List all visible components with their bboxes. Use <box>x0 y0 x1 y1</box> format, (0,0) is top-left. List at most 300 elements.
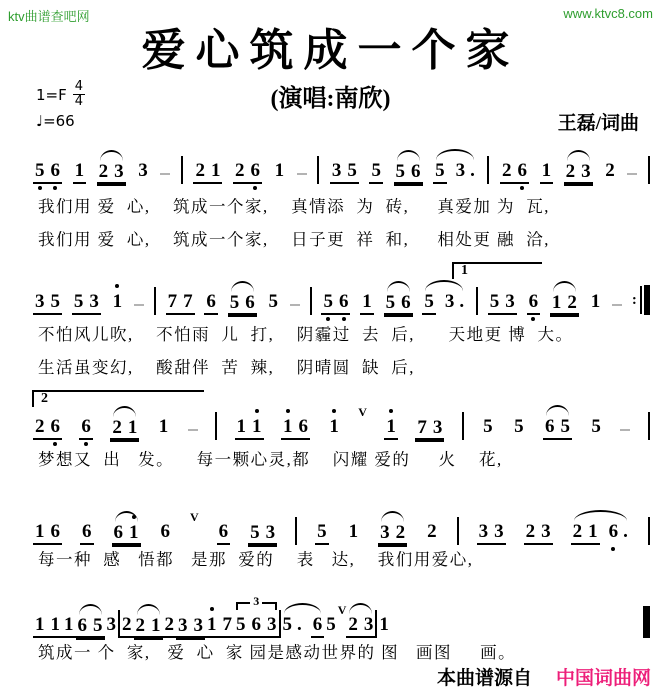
note-group <box>62 615 76 638</box>
note-digit: 6 <box>401 292 411 313</box>
note <box>51 615 61 634</box>
duration-dash <box>612 304 622 306</box>
beam-unit <box>360 292 374 315</box>
note-group <box>105 615 119 638</box>
note <box>505 292 515 311</box>
beam-unit <box>33 161 62 184</box>
duration-dash <box>188 429 198 431</box>
beam-unit <box>589 417 603 440</box>
slur-group <box>550 293 579 315</box>
time-signature-top: 4 <box>74 79 84 94</box>
note <box>349 522 359 541</box>
note <box>371 161 381 180</box>
note-digit: 3 <box>138 160 148 181</box>
note <box>326 615 336 634</box>
note-digit: 1 <box>282 416 293 437</box>
note <box>396 162 406 181</box>
note-group <box>136 161 150 184</box>
note-digit: 1 <box>329 416 339 437</box>
note-digit: 6 <box>50 416 60 437</box>
beam-unit <box>159 522 173 545</box>
note-digit: 2 <box>235 160 245 181</box>
note <box>82 522 92 541</box>
beam-unit <box>193 161 222 184</box>
beam-unit <box>233 161 262 184</box>
repeat-thin-bar <box>640 286 642 314</box>
slur-group <box>228 293 257 315</box>
note-digit: 1 <box>252 416 262 437</box>
note-group <box>330 161 359 184</box>
note <box>207 615 217 634</box>
beam-unit <box>607 522 630 545</box>
note-digit: 5 <box>282 614 292 635</box>
note <box>51 161 61 180</box>
note-digit: 5 <box>385 292 396 313</box>
note <box>313 615 323 634</box>
beam-unit <box>163 615 177 638</box>
slur-group <box>378 523 407 545</box>
note-group <box>157 417 171 440</box>
note-row <box>33 150 650 184</box>
beam-unit <box>235 417 264 440</box>
note-digit: 1 <box>236 416 247 437</box>
lyric-line: 筑成一 个 家, 爱 心 家 园是感动世界的 图 画图 画。 <box>38 643 517 662</box>
note-group <box>204 292 218 315</box>
note-group <box>193 161 222 184</box>
note <box>401 293 411 312</box>
note-digit: 3 <box>178 615 188 636</box>
beam-unit <box>157 417 171 440</box>
note <box>494 522 504 541</box>
note <box>51 292 61 311</box>
note-digit: 5 <box>347 160 357 181</box>
note-group <box>273 161 287 184</box>
octave-dot-above <box>389 409 393 413</box>
note <box>194 616 204 635</box>
note-digit: 2 <box>395 522 406 543</box>
note-digit: 6 <box>298 416 308 437</box>
note-digit: 2 <box>164 614 174 635</box>
note <box>129 523 139 542</box>
note-group <box>281 417 310 440</box>
note <box>93 616 103 635</box>
note-digit: 2 <box>112 417 122 438</box>
octave-dot-above <box>132 515 136 519</box>
beam-unit <box>347 522 361 545</box>
note-group <box>415 418 444 440</box>
note-group <box>327 417 341 440</box>
note-digit: 5 <box>326 614 336 635</box>
note <box>168 292 178 311</box>
beam-unit <box>500 161 529 184</box>
note-group <box>159 522 173 545</box>
note-group <box>176 616 205 638</box>
note <box>178 616 188 635</box>
note <box>107 615 117 634</box>
slur-group <box>422 292 466 315</box>
note-group <box>524 522 553 545</box>
beam-unit <box>33 615 62 638</box>
note-digit: 6 <box>206 291 216 312</box>
note-digit: 3 <box>541 521 551 542</box>
note <box>78 616 88 635</box>
note-digit: 5 <box>435 160 445 181</box>
note <box>323 292 333 311</box>
footer <box>437 663 651 690</box>
note-digit: 2 <box>502 160 512 181</box>
note <box>567 293 577 312</box>
note-digit: 1 <box>151 615 161 636</box>
note-group <box>233 161 262 184</box>
slur-group <box>112 523 141 545</box>
note <box>114 162 124 181</box>
note-digit: 1 <box>210 160 221 181</box>
note <box>339 292 349 311</box>
note-group <box>488 292 517 315</box>
beam-unit <box>512 417 526 440</box>
note-group <box>324 615 338 638</box>
beam-unit <box>327 417 341 440</box>
slur-group <box>543 417 572 440</box>
note <box>35 161 45 180</box>
beam-unit <box>524 522 553 545</box>
note-group <box>205 615 234 638</box>
tempo-marking: ♩=66 <box>36 112 75 130</box>
note-digit: 1 <box>129 522 139 543</box>
note-group <box>163 615 177 638</box>
beam-unit <box>324 615 338 638</box>
note-digit: 6 <box>50 521 60 542</box>
note-digit: 6 <box>411 161 421 182</box>
repeat-end-barline <box>632 285 650 315</box>
slur-group <box>564 162 593 184</box>
note-group <box>248 523 277 545</box>
note-digit: 3 <box>363 614 374 635</box>
note-digit: 1 <box>588 521 598 542</box>
note-digit: 5 <box>371 160 381 181</box>
slur-group <box>281 615 325 638</box>
note <box>138 161 148 180</box>
note-digit: 5 <box>229 292 240 313</box>
note <box>35 522 45 541</box>
beam-unit <box>540 161 554 184</box>
note-group <box>527 292 541 315</box>
note-group <box>481 417 495 440</box>
note-digit: 1 <box>158 416 169 437</box>
beam-unit <box>415 418 444 440</box>
note-digit: 7 <box>417 417 427 438</box>
note <box>236 615 246 634</box>
beam-unit <box>315 522 329 545</box>
note <box>581 162 591 181</box>
note <box>591 417 601 436</box>
note-digit: 5 <box>317 521 327 542</box>
volta-number: 1 <box>461 263 468 278</box>
slur-group <box>571 522 630 545</box>
note <box>542 161 552 180</box>
barline <box>154 287 156 315</box>
beam-unit <box>228 293 257 315</box>
note-digit: 6 <box>250 160 261 181</box>
beam-unit <box>346 615 375 638</box>
note-digit: 3 <box>106 614 116 635</box>
beam-unit <box>33 522 62 545</box>
octave-dot-above <box>210 607 214 611</box>
note-digit: 7 <box>222 614 232 635</box>
augmentation-dot: . <box>623 521 628 542</box>
note-digit: 6 <box>50 160 60 181</box>
note-digit: 5 <box>424 291 434 312</box>
note <box>275 161 285 180</box>
duration-dash <box>627 173 637 175</box>
beam-unit <box>369 161 383 184</box>
beam-unit <box>217 522 231 545</box>
barline <box>295 517 297 545</box>
note-group <box>369 161 383 184</box>
beam-unit <box>76 616 105 638</box>
site-watermark-left: ktv曲谱查吧网 <box>8 9 90 24</box>
note-digit: 2 <box>525 521 536 542</box>
note-digit: 7 <box>167 291 178 312</box>
breath-mark: V <box>358 405 367 419</box>
beam-unit <box>603 161 617 184</box>
lyric-line: 生活虽变幻, 酸甜伴 苦 辣, 阴晴圆 缺 后, <box>38 358 415 377</box>
note <box>211 161 221 180</box>
note-digit: 5 <box>395 161 406 182</box>
note-group <box>321 292 350 315</box>
note-group <box>79 417 93 440</box>
note <box>195 161 205 180</box>
note <box>541 522 551 541</box>
slur-group <box>346 615 375 638</box>
note <box>112 418 122 437</box>
note <box>245 293 255 312</box>
barline <box>462 412 464 440</box>
note <box>317 522 327 541</box>
note-digit: 2 <box>122 614 132 635</box>
note <box>223 615 233 634</box>
beam-unit <box>205 615 234 638</box>
note-digit: 6 <box>545 416 555 437</box>
barline <box>181 156 183 184</box>
note-digit: 2 <box>605 160 615 181</box>
volta-number: 2 <box>41 391 48 406</box>
note-digit: 5 <box>323 291 333 312</box>
repeat-dots: : <box>631 291 637 308</box>
note <box>75 161 85 180</box>
note <box>35 615 45 634</box>
note-digit: 1 <box>379 614 389 635</box>
note-digit: 3 <box>581 161 591 182</box>
volta-bracket <box>32 390 204 407</box>
note <box>250 523 260 542</box>
barline <box>648 412 650 440</box>
note-group <box>217 522 231 545</box>
note <box>417 418 427 437</box>
octave-dot-above <box>115 284 119 288</box>
note-digit: 6 <box>608 521 619 542</box>
beam-unit <box>477 522 506 545</box>
note-digit: 2 <box>565 161 576 182</box>
note-digit: 1 <box>362 291 372 312</box>
note <box>573 522 583 541</box>
note <box>348 615 358 634</box>
barline <box>487 156 489 184</box>
volta-bracket <box>452 262 542 279</box>
note-digit: 2 <box>572 521 583 542</box>
note-digit: 5 <box>35 160 45 181</box>
beam-unit <box>267 292 281 315</box>
note <box>283 615 293 634</box>
beam-unit <box>72 292 101 315</box>
note <box>591 292 601 311</box>
beam-unit <box>543 417 572 440</box>
beam-unit <box>120 615 134 638</box>
note-digit: 2 <box>135 615 145 636</box>
note-group <box>360 292 374 315</box>
composer-credit: 王磊/词曲 <box>557 113 639 134</box>
note <box>386 293 396 312</box>
note <box>252 615 262 634</box>
beam-unit <box>281 417 310 440</box>
note <box>529 292 539 311</box>
duration-dash <box>160 173 170 175</box>
note <box>483 417 493 436</box>
octave-dot-below <box>38 186 42 190</box>
lyric-line: 每一种 感 悟都 是那 爱的 表 达, 我们用爱心, <box>38 550 474 569</box>
note-digit: 6 <box>113 522 123 543</box>
barline <box>476 287 478 315</box>
note-group <box>33 292 62 315</box>
note-group <box>384 417 398 440</box>
note <box>427 522 437 541</box>
beam-unit <box>443 292 466 315</box>
beam-unit <box>433 161 447 184</box>
beam-unit <box>112 523 141 545</box>
note-digit: 3 <box>267 614 277 635</box>
beam-unit <box>234 615 279 638</box>
beam-unit <box>454 161 477 184</box>
beam-unit <box>110 418 139 440</box>
note <box>51 417 61 436</box>
note <box>379 615 389 634</box>
note <box>159 417 169 436</box>
note-digit: 1 <box>541 160 552 181</box>
note-digit: 1 <box>50 614 60 635</box>
beam-unit <box>273 161 287 184</box>
beam-unit <box>79 417 93 440</box>
note-digit: 1 <box>35 521 45 542</box>
note-digit: 3 <box>494 521 504 542</box>
beam-unit <box>377 615 391 638</box>
note-row <box>33 511 650 545</box>
note-digit: 3 <box>89 291 99 312</box>
note <box>588 522 598 541</box>
note <box>283 417 293 436</box>
note-digit: 5 <box>591 416 601 437</box>
note-digit: 5 <box>268 291 278 312</box>
beam-unit <box>394 162 423 184</box>
note-group <box>73 161 87 184</box>
note-digit: 1 <box>74 160 85 181</box>
note-digit: 6 <box>338 291 349 312</box>
note <box>298 417 308 436</box>
beam-unit <box>378 523 407 545</box>
note-group <box>166 292 195 315</box>
key-time-signature <box>36 80 85 110</box>
note-group <box>540 161 554 184</box>
note-digit: 5 <box>489 291 500 312</box>
beam-unit <box>527 292 541 315</box>
barline <box>457 517 459 545</box>
note <box>347 161 357 180</box>
beam-unit <box>330 161 359 184</box>
note <box>561 417 571 436</box>
note <box>566 162 576 181</box>
note-digit: 5 <box>93 615 103 636</box>
note-digit: 2 <box>35 416 45 437</box>
note-row <box>33 281 650 315</box>
note <box>518 161 528 180</box>
note-digit: 6 <box>312 614 323 635</box>
note-group <box>33 161 62 184</box>
beam-unit <box>111 292 125 315</box>
barline <box>317 156 319 184</box>
note-group <box>425 522 439 545</box>
note-digit: 1 <box>127 417 138 438</box>
note <box>35 417 45 436</box>
note-digit: 2 <box>348 614 358 635</box>
beam-unit <box>422 292 436 315</box>
barline <box>648 156 650 184</box>
note <box>364 615 374 634</box>
footer-source-label: 本曲谱源自 <box>436 668 532 689</box>
note <box>545 417 555 436</box>
note-digit: 1 <box>590 291 601 312</box>
note <box>113 292 123 311</box>
repeat-thick-bar <box>644 285 650 315</box>
note <box>380 523 390 542</box>
note <box>269 292 279 311</box>
note <box>266 523 276 542</box>
beam-unit <box>589 292 603 315</box>
note <box>136 616 146 635</box>
note-digit: 3 <box>331 160 342 181</box>
note <box>609 522 619 541</box>
lyric-line: 梦想又 出 发。 每一颗心灵,都 闪耀 爱的 火 花, <box>38 450 503 469</box>
note-digit: 3 <box>193 615 203 636</box>
note-digit: 3 <box>380 522 390 543</box>
note-group <box>589 292 603 315</box>
note-digit: 6 <box>251 614 261 635</box>
note-group <box>589 417 603 440</box>
note <box>114 523 124 542</box>
augmentation-dot: . <box>297 614 302 635</box>
note <box>267 615 277 634</box>
note-digit: 3 <box>114 161 124 182</box>
note <box>235 161 245 180</box>
note-group <box>33 615 62 638</box>
note-digit: 5 <box>73 291 84 312</box>
note-digit: 6 <box>517 160 527 181</box>
beam-unit <box>248 523 277 545</box>
beam-unit <box>80 522 94 545</box>
note-digit: 6 <box>528 291 539 312</box>
beam-unit <box>136 161 150 184</box>
note-digit: 1 <box>386 416 396 437</box>
beam-unit <box>384 417 398 440</box>
note-group <box>72 292 101 315</box>
